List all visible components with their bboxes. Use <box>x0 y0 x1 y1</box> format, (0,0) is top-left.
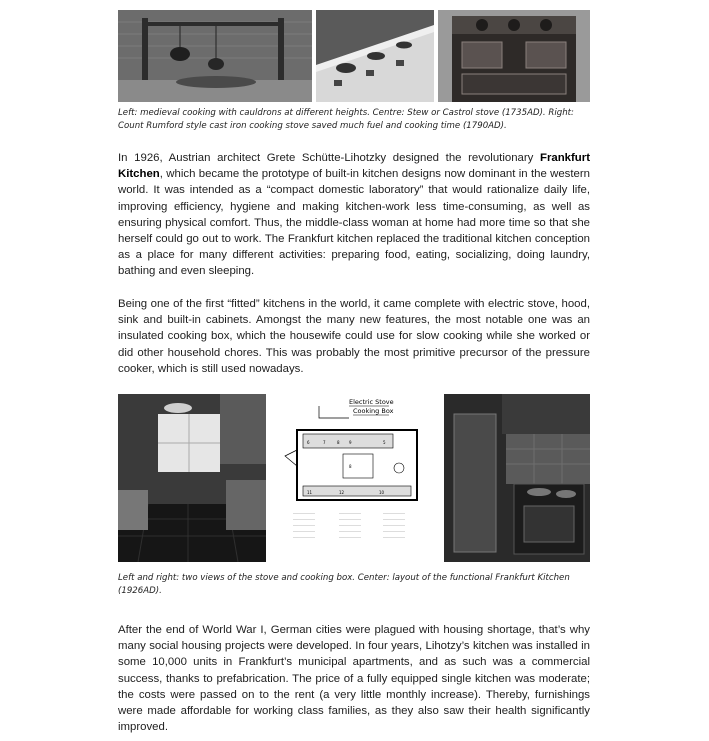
svg-text:......................: ...................... <box>383 529 406 533</box>
svg-text:8: 8 <box>337 440 340 445</box>
kitchen-view-left-photo <box>118 394 266 562</box>
svg-text:7: 7 <box>323 440 326 445</box>
rumford-stove-photo <box>438 10 590 102</box>
svg-text:......................: ...................... <box>293 523 316 527</box>
svg-text:......................: ...................... <box>293 535 316 539</box>
svg-text:......................: ...................... <box>339 523 362 527</box>
svg-text:......................: ...................... <box>339 529 362 533</box>
paragraph-frankfurt-kitchen <box>118 150 590 280</box>
svg-text:......................: ...................... <box>383 517 406 521</box>
paragraph-fitted-kitchen: Being one of the first “fitted” kitchens in the world, it came complete with electric stove, hood, sink and built-in cabinets. Amongst the many new features, the most notable one was an insulated cooking box, which the housewife could use for slow cooking while she worked or did other household chores. This was probably the most primitive precursor of the pressure cooker, which is still used nowadays. <box>118 298 590 375</box>
castrol-stove-photo <box>316 10 434 102</box>
svg-text:10: 10 <box>379 490 385 495</box>
middle-caption: Left and right: two views of the stove and cooking box. Center: layout of the functional Frankfurt Kitchen (1926AD). <box>118 573 570 596</box>
svg-text:......................: ...................... <box>383 535 406 539</box>
paragraph-1-end: , which became the prototype of built-in kitchen designs now dominant in the western world. It was intended as a “compact domestic laboratory” that would rationalize daily life, improving efficiency, hygiene and making kitchen-work less time-consuming, as well as ensuring physical comfort. Thus, the middle-class woman at home had more time so that she herself could go out to work. The Frankfurt kitchen replaced the traditional kitchen conception as a place for many different activities: preparing food, eating, socializing, doing laundry, bathing and even sleeping. <box>118 168 590 278</box>
medieval-cooking-photo <box>118 10 312 102</box>
svg-text:5: 5 <box>383 440 386 445</box>
svg-text:8: 8 <box>349 464 352 469</box>
kitchen-view-right-photo <box>444 394 590 562</box>
svg-text:11: 11 <box>307 490 313 495</box>
middle-photo-row <box>118 394 590 562</box>
svg-text:......................: ...................... <box>339 517 362 521</box>
svg-text:......................: ...................... <box>293 529 316 533</box>
diagram-label-cooking-box: Cooking Box <box>353 407 394 415</box>
svg-text:6: 6 <box>307 440 310 445</box>
svg-text:......................: ...................... <box>383 523 406 527</box>
top-photo-row <box>118 10 590 102</box>
paragraph-1-start: In 1926, Austrian architect Grete Schütte-Lihotzky designed the revolutionary <box>118 152 540 164</box>
svg-text:......................: ...................... <box>339 535 362 539</box>
frankfurt-kitchen-bold: Frankfurt Kitchen <box>118 152 590 181</box>
svg-text:9: 9 <box>349 440 352 445</box>
svg-text:......................: ...................... <box>339 511 362 515</box>
diagram-label-electric-stove: Electric Stove <box>349 398 394 406</box>
svg-text:......................: ...................... <box>293 511 316 515</box>
svg-text:......................: ...................... <box>383 511 406 515</box>
paragraph-housing-shortage: After the end of World War I, German cities were plagued with housing shortage, that’s why many social housing projects were developed. In four years, Lihotzy’s kitchen was installed in some 10,000 units in Frankfurt’s municipal apartments, and as such was a commercial success, thanks to prefabrication. The price of a fully equipped single kitchen was moderate; the costs were passed on to the rent (a very little monthly increase). Thereby, furnishings were made affordable for working class families, as they also saw their health significantly improved. <box>118 624 590 734</box>
frankfurt-kitchen-layout-diagram <box>279 394 431 562</box>
top-caption: Left: medieval cooking with cauldrons at different heights. Centre: Stew or Castrol stove (1735AD). Right: Count Rumford style cast iron cooking stove saved much fuel and cooking time (1790AD). <box>118 108 574 131</box>
svg-text:......................: ...................... <box>293 517 316 521</box>
svg-text:12: 12 <box>339 490 345 495</box>
